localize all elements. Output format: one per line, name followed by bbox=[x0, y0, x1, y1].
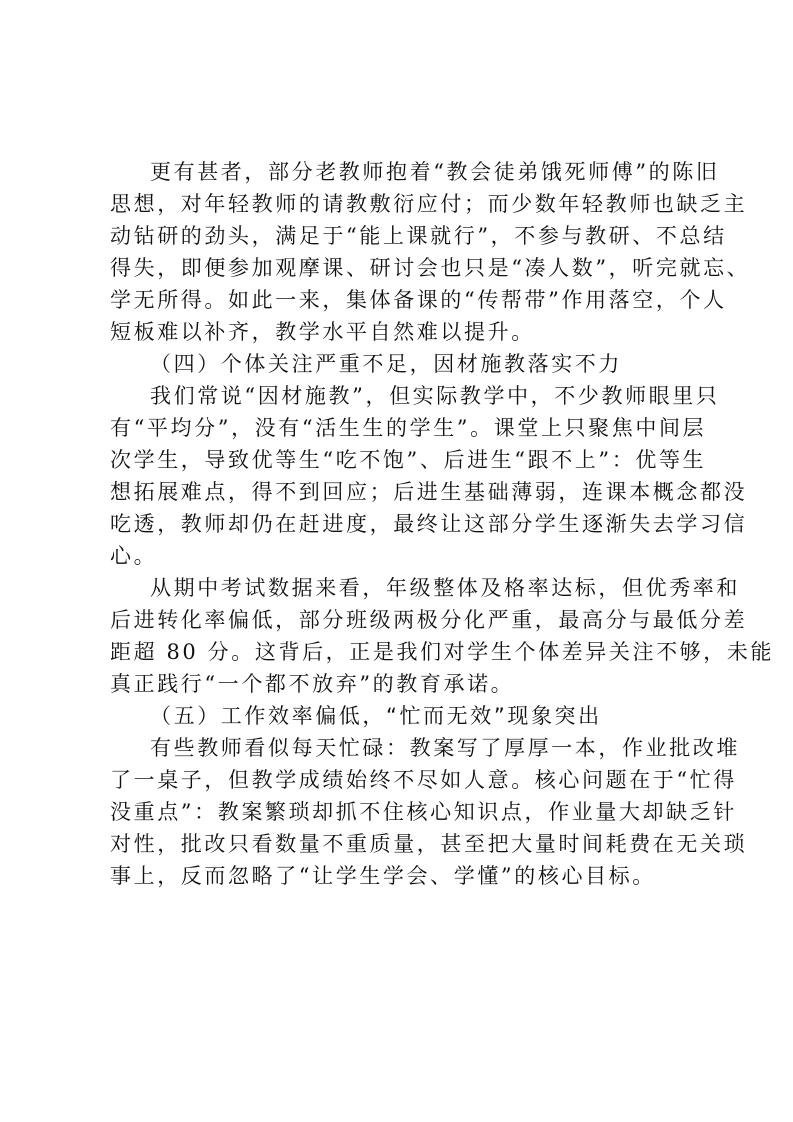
paragraph-line: 有些教师看似每天忙碌：教案写了厚厚一本，作业批改堆 bbox=[150, 736, 740, 760]
paragraph-line: 吃透，教师却仍在赶进度，最终让这部分学生逐渐失去学习信 bbox=[110, 512, 748, 536]
paragraph-line: 次学生，导致优等生“吃不饱”、后进生“跟不上”：优等生 bbox=[110, 448, 707, 472]
paragraph-line: 真正践行“一个都不放弃”的教育承诺。 bbox=[110, 672, 515, 696]
section-heading: （五）工作效率偏低，“忙而无效”现象突出 bbox=[150, 704, 602, 728]
paragraph-line: 学无所得。如此一来，集体备课的“传帮带”作用落空，个人 bbox=[110, 288, 727, 312]
paragraph-line: 有“平均分”，没有“活生生的学生”。课堂上只聚焦中间层 bbox=[110, 416, 707, 440]
paragraph-line: 事上，反而忽略了“让学生学会、学懂”的核心目标。 bbox=[110, 864, 656, 888]
paragraph bbox=[110, 156, 751, 348]
section-heading: （四）个体关注严重不足，因材施教落实不力 bbox=[150, 352, 622, 376]
paragraph-line: 没重点”：教案繁琐却抓不住核心知识点，作业量大却缺乏针 bbox=[110, 800, 737, 824]
paragraph-line: 距超 80 分。这背后，正是我们对学生个体差异关注不够，未能 bbox=[110, 640, 775, 664]
paragraph-line: 想拓展难点，得不到回应；后进生基础薄弱，连课本概念都没 bbox=[110, 480, 748, 504]
document-body bbox=[110, 156, 775, 892]
paragraph-line: 得失，即便参加观摩课、研讨会也只是“凑人数”，听完就忘、 bbox=[110, 256, 751, 280]
paragraph bbox=[110, 732, 748, 892]
paragraph-line: 更有甚者，部分老教师抱着“教会徒弟饿死师傅”的陈旧 bbox=[150, 160, 720, 184]
paragraph-line: 从期中考试数据来看，年级整体及格率达标，但优秀率和 bbox=[150, 576, 740, 600]
paragraph-line: 对性，批改只看数量不重质量，甚至把大量时间耗费在无关琐 bbox=[110, 832, 748, 856]
paragraph bbox=[110, 380, 748, 572]
paragraph-line: 动钻研的劲头，满足于“能上课就行”，不参与教研、不总结 bbox=[110, 224, 727, 248]
paragraph-line: 思想，对年轻教师的请教敷衍应付；而少数年轻教师也缺乏主 bbox=[110, 192, 748, 216]
paragraph-line: 心。 bbox=[110, 544, 158, 568]
paragraph-line: 了一桌子，但教学成绩始终不尽如人意。核心问题在于“忙得 bbox=[110, 768, 737, 792]
paragraph-line: 短板难以补齐，教学水平自然难以提升。 bbox=[110, 320, 535, 344]
paragraph-line: 我们常说“因材施教”，但实际教学中，不少教师眼里只 bbox=[150, 384, 720, 408]
paragraph-line: 后进转化率偏低，部分班级两极分化严重，最高分与最低分差 bbox=[110, 608, 748, 632]
paragraph bbox=[110, 572, 775, 700]
